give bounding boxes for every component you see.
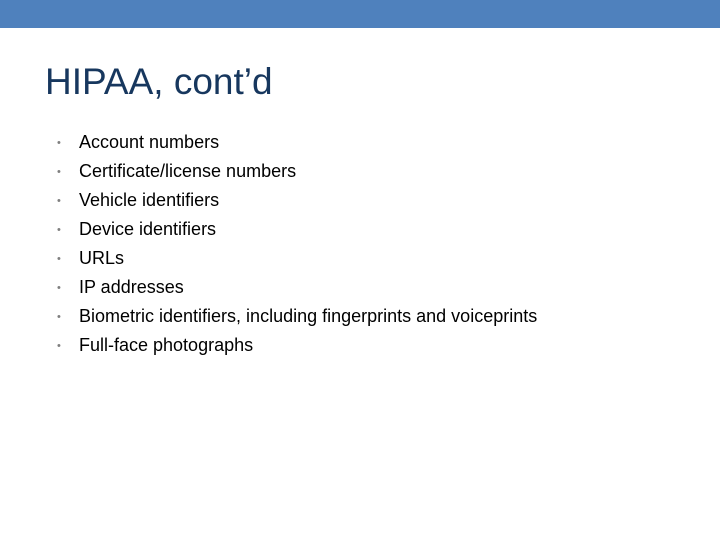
list-item (57, 157, 707, 186)
bullet-icon: • (57, 340, 61, 352)
list-item-text: IP addresses (79, 277, 184, 297)
bullet-icon: • (57, 253, 61, 265)
top-accent-bar (0, 0, 720, 28)
list-item-text: Biometric identifiers, including fingerprints and voiceprints (79, 306, 538, 326)
bullet-icon: • (57, 137, 61, 149)
list-item-text: Account numbers (79, 132, 220, 152)
list-item-text: URLs (79, 248, 125, 268)
list-item (57, 302, 707, 331)
list-item-text: Full-face photographs (79, 335, 254, 355)
bullet-icon: • (57, 195, 61, 207)
bullet-icon: • (57, 166, 61, 178)
slide-title: HIPAA, cont’d (45, 61, 273, 102)
list-item-text: Device identifiers (79, 219, 217, 239)
bullet-list (57, 128, 707, 360)
bullet-icon: • (57, 311, 61, 323)
list-item (57, 244, 707, 273)
list-item (57, 128, 707, 157)
list-item (57, 186, 707, 215)
list-item (57, 273, 707, 302)
list-item (57, 331, 707, 360)
list-item-text: Vehicle identifiers (79, 190, 220, 210)
bullet-icon: • (57, 224, 61, 236)
list-item (57, 215, 707, 244)
list-item-text: Certificate/license numbers (79, 161, 297, 181)
bullet-icon: • (57, 282, 61, 294)
